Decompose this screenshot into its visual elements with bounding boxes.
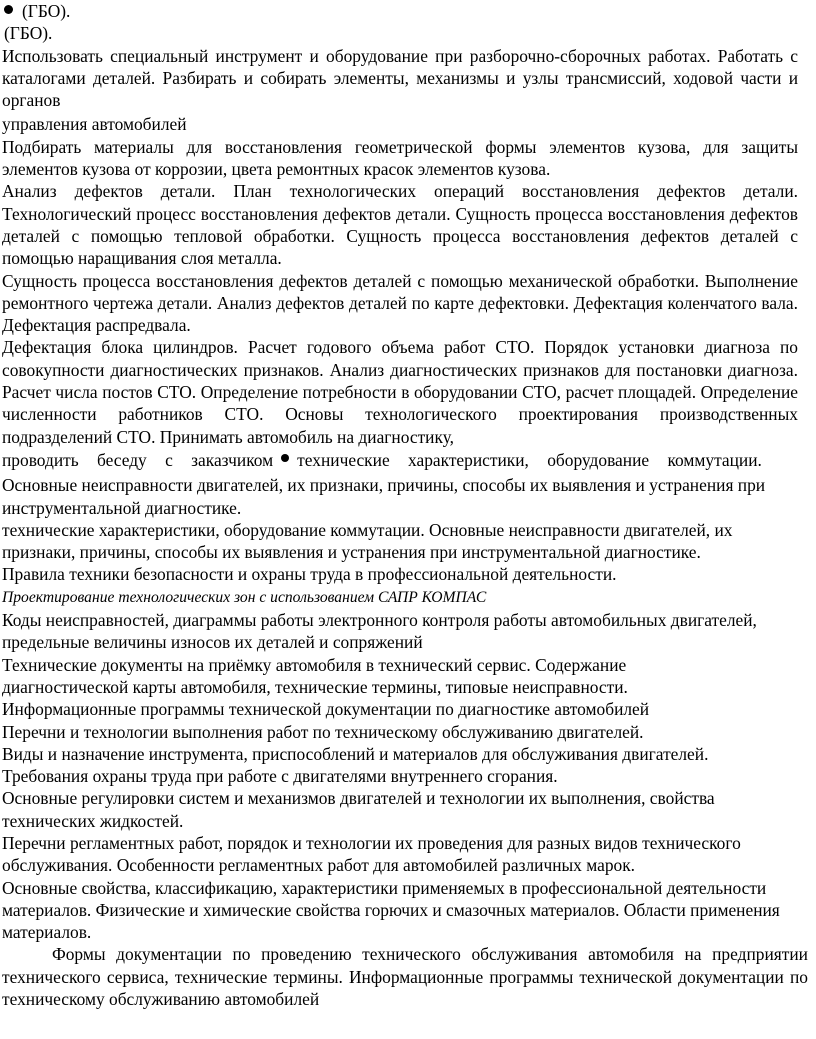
text-customer-conversation: проводить беседу с заказчиком	[2, 449, 274, 470]
bullet-icon	[281, 454, 289, 462]
paragraph-19: Основные свойства, классификацию, характеристики применяемых в профессиональной деятельности материалов. Физические и химические свойства горючих и смазочных материалов. Области применения материалов.	[2, 877, 780, 943]
paragraph-15: Виды и назначение инструмента, приспособлений и материалов для обслуживания двигателей.	[2, 743, 709, 764]
paragraph-16: Требования охраны труда при работе с двигателями внутреннего сгорания.	[2, 766, 558, 787]
paragraph-20: Формы документации по проведению технического обслуживания автомобиля на предприятии технического сервиса, технические термины. Информационные программы технической документации по техническому обслуживанию автомобилей	[2, 944, 808, 1010]
paragraph-4: Анализ дефектов детали. План технологических операций восстановления дефектов детали. Технологический процесс восстановления дефектов детали. Сущность процесса восстановления дефектов деталей с помощью тепловой обработки. Сущность процесса восстановления дефектов деталей с помощью наращивания слоя металла.	[2, 181, 798, 269]
paragraph-5: Сущность процесса восстановления дефектов деталей с помощью механической обработки. Выполнение ремонтного чертежа детали. Анализ дефектов деталей по карте дефектовки. Дефектация коленчатого вала. Дефектация распредвала.	[2, 270, 798, 336]
paragraph-1: Использовать специальный инструмент и оборудование при разборочно-сборочных работах. Работать с каталогами деталей. Разбирать и собирать элементы, механизмы и узлы трансмиссий, ходовой части и органов	[2, 45, 798, 111]
text-line-2	[0, 22, 816, 44]
text-gbo-1: (ГБО).	[22, 1, 71, 21]
paragraph-10-italic: Проектирование технологических зон с использованием САПР КОМПАС	[2, 588, 487, 606]
text-tech-specs: технические характеристики, оборудование коммутации.	[297, 449, 762, 470]
paragraph-7: Основные неисправности двигателей, их признаки, причины, способы их выявления и устранения при инструментальной диагностике.	[2, 475, 766, 518]
paragraph-13: Информационные программы технической документации по диагностике автомобилей	[2, 699, 650, 720]
paragraph-3: Подбирать материалы для восстановления геометрической формы элементов кузова, для защиты элементов кузова от коррозии, цвета ремонтных красок элементов кузова.	[2, 136, 798, 180]
text-gbo-2: (ГБО).	[4, 23, 53, 44]
paragraph-8: технические характеристики, оборудование коммутации. Основные неисправности двигателей, их признаки, причины, способы их выявления и устранения при инструментальной диагностике.	[2, 519, 733, 563]
paragraph-14: Перечни и технологии выполнения работ по техническому обслуживанию двигателей.	[2, 721, 644, 742]
paragraph-11: Коды неисправностей, диаграммы работы электронного контроля работы автомобильных двигателей, предельные величины износов их деталей и сопряжений	[2, 610, 757, 653]
paragraph-17: Основные регулировки систем и механизмов двигателей и технологии их выполнения, свойства технических жидкостей.	[2, 788, 715, 831]
bullet-icon	[4, 5, 13, 14]
paragraph-12: Технические документы на приёмку автомобиля в технический сервис. Содержание диагностической карты автомобиля, технические термины, типовые неисправности.	[2, 654, 628, 697]
bullet-line-1	[0, 0, 816, 22]
paragraph-18: Перечни регламентных работ, порядок и технологии их проведения для разных видов технического обслуживания. Особенности регламентных работ для автомобилей различных марок.	[2, 832, 741, 876]
paragraph-6-last-line	[0, 449, 816, 471]
paragraph-6: Дефектация блока цилиндров. Расчет годового объема работ СТО. Порядок установки диагноза по совокупности диагностических признаков. Анализ диагностических признаков для постановки диагноза. Расчет числа постов СТО. Определение потребности в оборудовании СТО, расчет площадей. Определение численности работников СТО. Основы технологического проектирования производственных подразделений СТО. Принимать автомобиль на диагностику,	[2, 337, 798, 447]
paragraph-9: Правила техники безопасности и охраны труда в профессиональной деятельности.	[2, 564, 617, 585]
paragraph-2: управления автомобилей	[2, 114, 187, 135]
